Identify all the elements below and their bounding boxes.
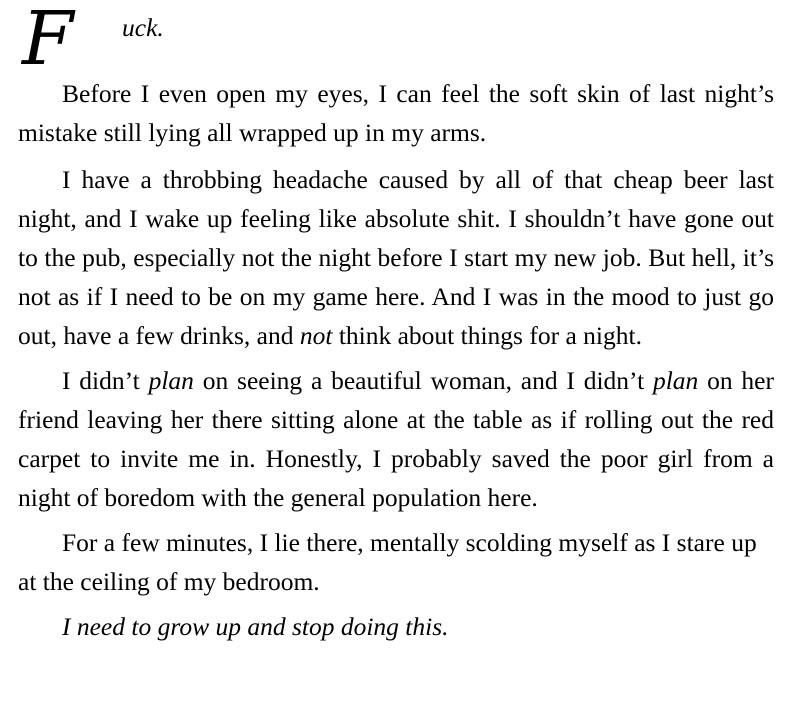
text-run: Before I even open my eyes, I can feel the soft skin of last night’s mistake still lying all wrapped up in my arms. — [18, 79, 774, 147]
text-run: on her friend leaving her there sitting alone at the table as if rolling out the red carpet to invite me in. Honestly, I probably saved the poor girl from a night of boredom with the general population here. — [18, 366, 774, 512]
text-run: I have a throbbing headache caused by all of that cheap beer last night, and I wake up feeling like absolute shit. I shouldn’t have gone out to the pub, especially not the night before I start my new job. But hell, it’s not as if I need to be on my game here. And I was in the mood to just go out, have a few drinks, and — [18, 165, 774, 350]
text-run: . — [442, 612, 449, 641]
emphasis-text: plan — [148, 366, 194, 395]
paragraph-1 — [18, 74, 774, 152]
paragraph-5 — [18, 607, 774, 646]
paragraph-3 — [18, 361, 774, 517]
text-run: on seeing a beautiful woman, and I didn’t — [193, 366, 653, 395]
emphasis-text: plan — [652, 366, 699, 395]
emphasis-text: not — [299, 321, 333, 350]
paragraph-4 — [18, 523, 774, 601]
opening-word: uck. — [122, 13, 164, 42]
drop-cap-letter: F — [22, 0, 74, 82]
text-run: For a few minutes, I lie there, mentally scolding myself as I stare up at the ceiling of my bedroom. — [18, 528, 757, 596]
page-body — [18, 0, 774, 646]
paragraph-2 — [18, 160, 774, 355]
text-run: think about things for a night. — [332, 321, 642, 350]
emphasis-text: I need to grow up and stop doing this — [62, 612, 443, 641]
text-run: I didn’t — [62, 366, 149, 395]
opening-paragraph — [18, 0, 774, 82]
